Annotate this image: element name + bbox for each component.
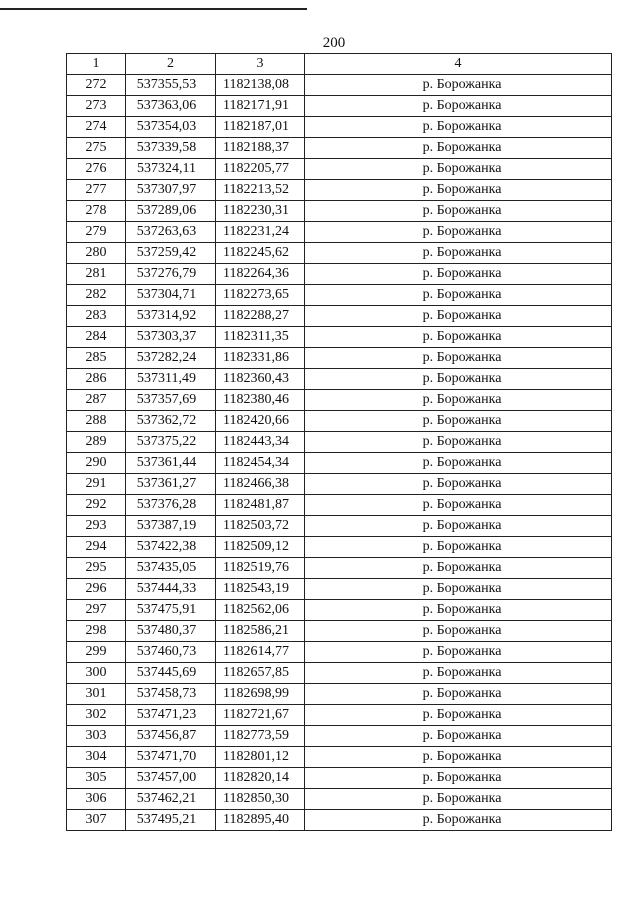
table-row bbox=[67, 411, 612, 432]
table-row bbox=[67, 180, 612, 201]
point-number-cell: 307 bbox=[67, 810, 126, 831]
description-cell: р. Борожанка bbox=[305, 369, 612, 390]
y-coordinate-cell: 1182205,77 bbox=[216, 159, 305, 180]
table-row bbox=[67, 810, 612, 831]
table-row bbox=[67, 327, 612, 348]
point-number-cell: 304 bbox=[67, 747, 126, 768]
point-number-cell: 306 bbox=[67, 789, 126, 810]
table-row bbox=[67, 453, 612, 474]
description-cell: р. Борожанка bbox=[305, 243, 612, 264]
table-row bbox=[67, 264, 612, 285]
description-cell: р. Борожанка bbox=[305, 96, 612, 117]
description-cell: р. Борожанка bbox=[305, 474, 612, 495]
header-row bbox=[67, 54, 612, 75]
y-coordinate-cell: 1182562,06 bbox=[216, 600, 305, 621]
y-coordinate-cell: 1182503,72 bbox=[216, 516, 305, 537]
point-number-cell: 281 bbox=[67, 264, 126, 285]
point-number-cell: 280 bbox=[67, 243, 126, 264]
table-row bbox=[67, 768, 612, 789]
y-coordinate-cell: 1182311,35 bbox=[216, 327, 305, 348]
y-coordinate-cell: 1182138,08 bbox=[216, 75, 305, 96]
description-cell: р. Борожанка bbox=[305, 684, 612, 705]
table-row bbox=[67, 159, 612, 180]
point-number-cell: 305 bbox=[67, 768, 126, 789]
description-cell: р. Борожанка bbox=[305, 789, 612, 810]
x-coordinate-cell: 537276,79 bbox=[126, 264, 216, 285]
y-coordinate-cell: 1182698,99 bbox=[216, 684, 305, 705]
description-cell: р. Борожанка bbox=[305, 663, 612, 684]
description-cell: р. Борожанка bbox=[305, 705, 612, 726]
table-row bbox=[67, 663, 612, 684]
x-coordinate-cell: 537339,58 bbox=[126, 138, 216, 159]
point-number-cell: 273 bbox=[67, 96, 126, 117]
point-number-cell: 289 bbox=[67, 432, 126, 453]
point-number-cell: 300 bbox=[67, 663, 126, 684]
point-number-cell: 272 bbox=[67, 75, 126, 96]
table-body bbox=[67, 75, 612, 831]
y-coordinate-cell: 1182380,46 bbox=[216, 390, 305, 411]
y-coordinate-cell: 1182586,21 bbox=[216, 621, 305, 642]
x-coordinate-cell: 537471,23 bbox=[126, 705, 216, 726]
description-cell: р. Борожанка bbox=[305, 285, 612, 306]
table-row bbox=[67, 537, 612, 558]
point-number-cell: 298 bbox=[67, 621, 126, 642]
y-coordinate-cell: 1182420,66 bbox=[216, 411, 305, 432]
table-row bbox=[67, 516, 612, 537]
table-row bbox=[67, 684, 612, 705]
point-number-cell: 284 bbox=[67, 327, 126, 348]
y-coordinate-cell: 1182288,27 bbox=[216, 306, 305, 327]
y-coordinate-cell: 1182213,52 bbox=[216, 180, 305, 201]
y-coordinate-cell: 1182657,85 bbox=[216, 663, 305, 684]
y-coordinate-cell: 1182443,34 bbox=[216, 432, 305, 453]
description-cell: р. Борожанка bbox=[305, 327, 612, 348]
table-row bbox=[67, 96, 612, 117]
description-cell: р. Борожанка bbox=[305, 306, 612, 327]
column-header-2: 2 bbox=[126, 54, 216, 75]
x-coordinate-cell: 537475,91 bbox=[126, 600, 216, 621]
description-cell: р. Борожанка bbox=[305, 768, 612, 789]
x-coordinate-cell: 537361,44 bbox=[126, 453, 216, 474]
x-coordinate-cell: 537376,28 bbox=[126, 495, 216, 516]
y-coordinate-cell: 1182820,14 bbox=[216, 768, 305, 789]
point-number-cell: 292 bbox=[67, 495, 126, 516]
x-coordinate-cell: 537355,53 bbox=[126, 75, 216, 96]
y-coordinate-cell: 1182481,87 bbox=[216, 495, 305, 516]
x-coordinate-cell: 537357,69 bbox=[126, 390, 216, 411]
y-coordinate-cell: 1182264,36 bbox=[216, 264, 305, 285]
description-cell: р. Борожанка bbox=[305, 411, 612, 432]
table-row bbox=[67, 789, 612, 810]
description-cell: р. Борожанка bbox=[305, 138, 612, 159]
point-number-cell: 296 bbox=[67, 579, 126, 600]
y-coordinate-cell: 1182850,30 bbox=[216, 789, 305, 810]
top-rule bbox=[0, 8, 307, 10]
point-number-cell: 303 bbox=[67, 726, 126, 747]
table-row bbox=[67, 621, 612, 642]
x-coordinate-cell: 537282,24 bbox=[126, 348, 216, 369]
description-cell: р. Борожанка bbox=[305, 747, 612, 768]
point-number-cell: 297 bbox=[67, 600, 126, 621]
x-coordinate-cell: 537375,22 bbox=[126, 432, 216, 453]
table-row bbox=[67, 495, 612, 516]
table-row bbox=[67, 201, 612, 222]
point-number-cell: 288 bbox=[67, 411, 126, 432]
table-row bbox=[67, 558, 612, 579]
point-number-cell: 302 bbox=[67, 705, 126, 726]
table-row bbox=[67, 390, 612, 411]
x-coordinate-cell: 537456,87 bbox=[126, 726, 216, 747]
x-coordinate-cell: 537311,49 bbox=[126, 369, 216, 390]
x-coordinate-cell: 537263,63 bbox=[126, 222, 216, 243]
description-cell: р. Борожанка bbox=[305, 201, 612, 222]
description-cell: р. Борожанка bbox=[305, 810, 612, 831]
point-number-cell: 279 bbox=[67, 222, 126, 243]
table-row bbox=[67, 705, 612, 726]
table-row bbox=[67, 117, 612, 138]
description-cell: р. Борожанка bbox=[305, 180, 612, 201]
x-coordinate-cell: 537422,38 bbox=[126, 537, 216, 558]
y-coordinate-cell: 1182331,86 bbox=[216, 348, 305, 369]
y-coordinate-cell: 1182509,12 bbox=[216, 537, 305, 558]
x-coordinate-cell: 537460,73 bbox=[126, 642, 216, 663]
y-coordinate-cell: 1182230,31 bbox=[216, 201, 305, 222]
x-coordinate-cell: 537314,92 bbox=[126, 306, 216, 327]
point-number-cell: 275 bbox=[67, 138, 126, 159]
description-cell: р. Борожанка bbox=[305, 75, 612, 96]
description-cell: р. Борожанка bbox=[305, 621, 612, 642]
table-row bbox=[67, 726, 612, 747]
description-cell: р. Борожанка bbox=[305, 495, 612, 516]
x-coordinate-cell: 537471,70 bbox=[126, 747, 216, 768]
point-number-cell: 286 bbox=[67, 369, 126, 390]
x-coordinate-cell: 537289,06 bbox=[126, 201, 216, 222]
table-row bbox=[67, 243, 612, 264]
point-number-cell: 278 bbox=[67, 201, 126, 222]
x-coordinate-cell: 537361,27 bbox=[126, 474, 216, 495]
x-coordinate-cell: 537354,03 bbox=[126, 117, 216, 138]
point-number-cell: 299 bbox=[67, 642, 126, 663]
point-number-cell: 291 bbox=[67, 474, 126, 495]
x-coordinate-cell: 537362,72 bbox=[126, 411, 216, 432]
page-number: 200 bbox=[322, 35, 346, 51]
point-number-cell: 276 bbox=[67, 159, 126, 180]
description-cell: р. Борожанка bbox=[305, 537, 612, 558]
description-cell: р. Борожанка bbox=[305, 600, 612, 621]
table-row bbox=[67, 600, 612, 621]
x-coordinate-cell: 537324,11 bbox=[126, 159, 216, 180]
y-coordinate-cell: 1182187,01 bbox=[216, 117, 305, 138]
x-coordinate-cell: 537363,06 bbox=[126, 96, 216, 117]
x-coordinate-cell: 537304,71 bbox=[126, 285, 216, 306]
x-coordinate-cell: 537307,97 bbox=[126, 180, 216, 201]
y-coordinate-cell: 1182466,38 bbox=[216, 474, 305, 495]
description-cell: р. Борожанка bbox=[305, 117, 612, 138]
point-number-cell: 285 bbox=[67, 348, 126, 369]
y-coordinate-cell: 1182895,40 bbox=[216, 810, 305, 831]
description-cell: р. Борожанка bbox=[305, 516, 612, 537]
x-coordinate-cell: 537457,00 bbox=[126, 768, 216, 789]
y-coordinate-cell: 1182543,19 bbox=[216, 579, 305, 600]
table-row bbox=[67, 348, 612, 369]
point-number-cell: 295 bbox=[67, 558, 126, 579]
description-cell: р. Борожанка bbox=[305, 642, 612, 663]
column-header-3: 3 bbox=[216, 54, 305, 75]
x-coordinate-cell: 537303,37 bbox=[126, 327, 216, 348]
y-coordinate-cell: 1182721,67 bbox=[216, 705, 305, 726]
x-coordinate-cell: 537480,37 bbox=[126, 621, 216, 642]
y-coordinate-cell: 1182245,62 bbox=[216, 243, 305, 264]
description-cell: р. Борожанка bbox=[305, 222, 612, 243]
y-coordinate-cell: 1182519,76 bbox=[216, 558, 305, 579]
table-row bbox=[67, 285, 612, 306]
description-cell: р. Борожанка bbox=[305, 579, 612, 600]
x-coordinate-cell: 537495,21 bbox=[126, 810, 216, 831]
point-number-cell: 277 bbox=[67, 180, 126, 201]
description-cell: р. Борожанка bbox=[305, 159, 612, 180]
table-row bbox=[67, 432, 612, 453]
table-row bbox=[67, 474, 612, 495]
x-coordinate-cell: 537444,33 bbox=[126, 579, 216, 600]
y-coordinate-cell: 1182614,77 bbox=[216, 642, 305, 663]
description-cell: р. Борожанка bbox=[305, 348, 612, 369]
table-row bbox=[67, 75, 612, 96]
y-coordinate-cell: 1182454,34 bbox=[216, 453, 305, 474]
table-row bbox=[67, 306, 612, 327]
point-number-cell: 282 bbox=[67, 285, 126, 306]
table-row bbox=[67, 369, 612, 390]
point-number-cell: 294 bbox=[67, 537, 126, 558]
description-cell: р. Борожанка bbox=[305, 264, 612, 285]
table-row bbox=[67, 642, 612, 663]
y-coordinate-cell: 1182773,59 bbox=[216, 726, 305, 747]
x-coordinate-cell: 537387,19 bbox=[126, 516, 216, 537]
description-cell: р. Борожанка bbox=[305, 453, 612, 474]
description-cell: р. Борожанка bbox=[305, 432, 612, 453]
y-coordinate-cell: 1182801,12 bbox=[216, 747, 305, 768]
y-coordinate-cell: 1182188,37 bbox=[216, 138, 305, 159]
x-coordinate-cell: 537458,73 bbox=[126, 684, 216, 705]
column-header-1: 1 bbox=[67, 54, 126, 75]
point-number-cell: 287 bbox=[67, 390, 126, 411]
coordinates-table bbox=[66, 53, 612, 831]
description-cell: р. Борожанка bbox=[305, 726, 612, 747]
y-coordinate-cell: 1182231,24 bbox=[216, 222, 305, 243]
description-cell: р. Борожанка bbox=[305, 390, 612, 411]
column-header-4: 4 bbox=[305, 54, 612, 75]
x-coordinate-cell: 537445,69 bbox=[126, 663, 216, 684]
table-row bbox=[67, 222, 612, 243]
point-number-cell: 290 bbox=[67, 453, 126, 474]
table-row bbox=[67, 747, 612, 768]
table-row bbox=[67, 579, 612, 600]
description-cell: р. Борожанка bbox=[305, 558, 612, 579]
point-number-cell: 274 bbox=[67, 117, 126, 138]
y-coordinate-cell: 1182273,65 bbox=[216, 285, 305, 306]
x-coordinate-cell: 537462,21 bbox=[126, 789, 216, 810]
point-number-cell: 301 bbox=[67, 684, 126, 705]
x-coordinate-cell: 537435,05 bbox=[126, 558, 216, 579]
y-coordinate-cell: 1182360,43 bbox=[216, 369, 305, 390]
point-number-cell: 293 bbox=[67, 516, 126, 537]
table-row bbox=[67, 138, 612, 159]
x-coordinate-cell: 537259,42 bbox=[126, 243, 216, 264]
y-coordinate-cell: 1182171,91 bbox=[216, 96, 305, 117]
point-number-cell: 283 bbox=[67, 306, 126, 327]
